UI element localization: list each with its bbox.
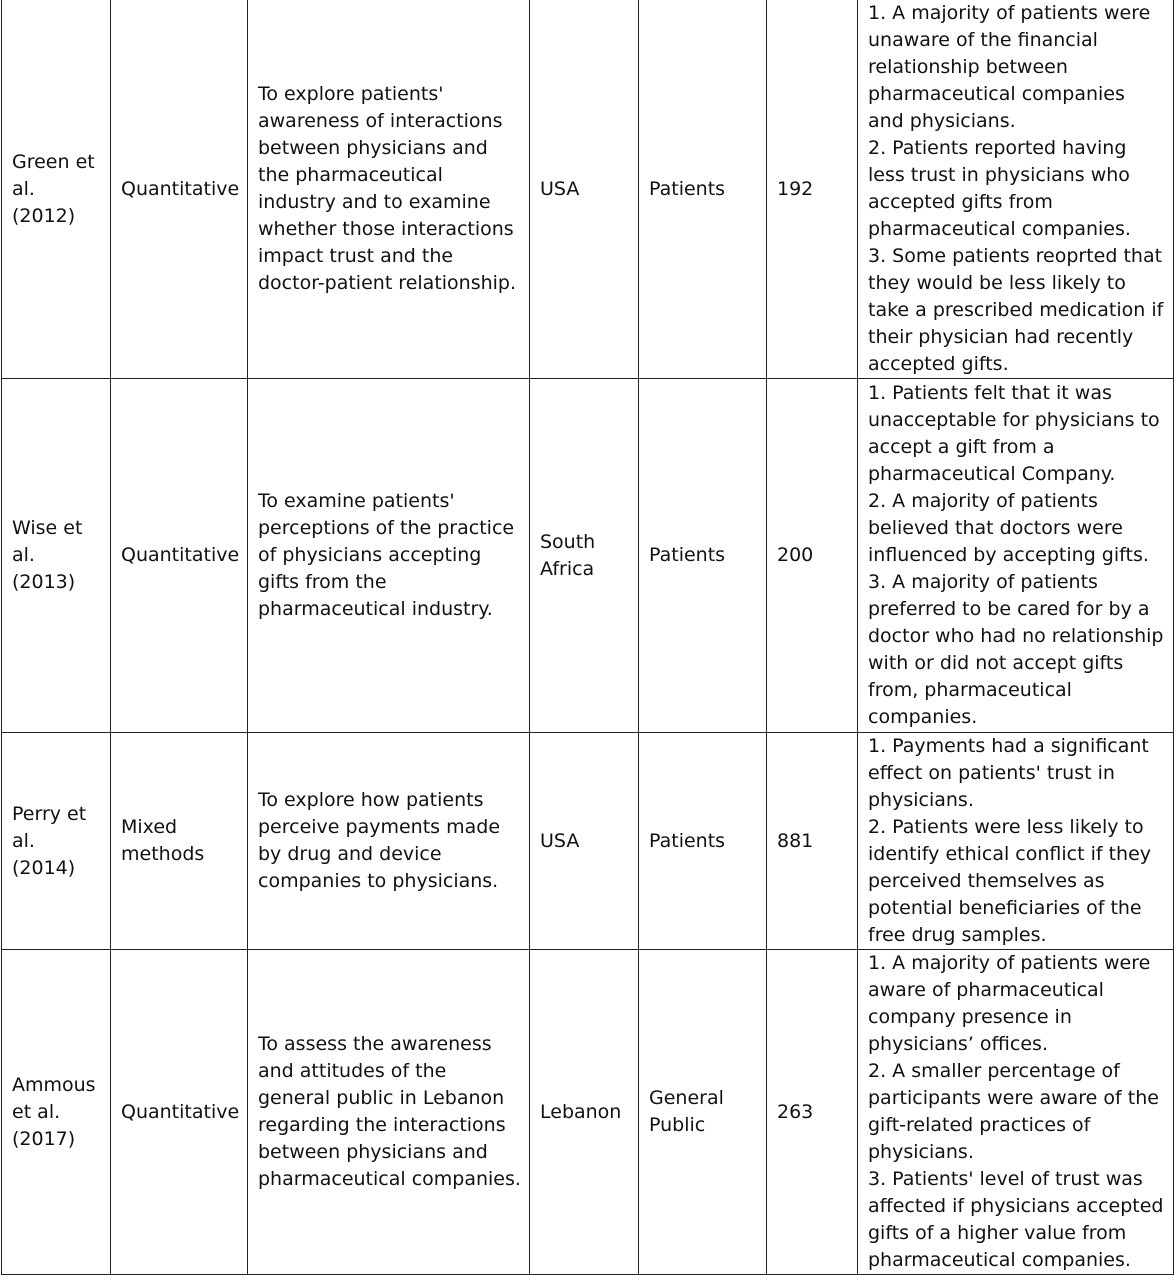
finding-item: 1. A majority of patients were aware of pharmaceutical company presence in physicians’ offices. [868,952,1151,1055]
study-cell: Perry et al. (2014) [2,733,111,950]
finding-item: 1. Patients felt that it was unacceptable for physicians to accept a gift from a pharmaceutical Company. [868,382,1160,485]
findings-cell [858,379,1174,733]
design-cell: Mixed methods [111,733,248,950]
finding-item: 2. Patients were less likely to identify ethical conflict if they perceived themselves as potential beneficiaries of the free drug samples. [868,816,1152,946]
finding-item: 2. Patients reported having less trust in physicians who accepted gifts from pharmaceutical companies. [868,137,1131,240]
table-row [2,733,1174,950]
aim-cell: To explore how patients perceive payments made by drug and device companies to physicians. [248,733,530,950]
findings-cell [858,0,1174,379]
aim-cell: To explore patients' awareness of interactions between physicians and the pharmaceutical industry and to examine whether those interactions impact trust and the doctor-patient relationship. [248,0,530,379]
finding-item: 2. A smaller percentage of participants were aware of the gift-related practices of physicians. [868,1060,1159,1163]
design-cell: Quantitative [111,950,248,1275]
finding-item: 3. Some patients reoprted that they would be less likely to take a prescribed medication if their physician had recently accepted gifts. [868,245,1164,375]
country-cell: USA [530,733,639,950]
sample-cell: 200 [767,379,858,733]
country-cell: Lebanon [530,950,639,1275]
finding-item: 3. Patients' level of trust was affected if physicians accepted gifts of a higher value from pharmaceutical companies. [868,1168,1164,1271]
design-cell: Quantitative [111,0,248,379]
country-cell: South Africa [530,379,639,733]
table-row [2,950,1174,1275]
finding-item: 3. A majority of patients preferred to be cared for by a doctor who had no relationship with or did not accept gifts from, pharmaceutical companies. [868,571,1164,728]
sample-cell: 881 [767,733,858,950]
findings-cell [858,733,1174,950]
findings-cell [858,950,1174,1275]
aim-cell: To assess the awareness and attitudes of the general public in Lebanon regarding the interactions between physicians and pharmaceutical companies. [248,950,530,1275]
population-cell: Patients [639,733,767,950]
population-cell: General Public [639,950,767,1275]
finding-item: 2. A majority of patients believed that doctors were influenced by accepting gifts. [868,490,1149,566]
country-cell: USA [530,0,639,379]
table-row [2,379,1174,733]
aim-cell: To examine patients' perceptions of the practice of physicians accepting gifts from the pharmaceutical industry. [248,379,530,733]
population-cell: Patients [639,379,767,733]
population-cell: Patients [639,0,767,379]
studies-table [1,0,1174,1275]
study-cell: Wise et al. (2013) [2,379,111,733]
sample-cell: 263 [767,950,858,1275]
study-cell: Ammous et al. (2017) [2,950,111,1275]
finding-item: 1. A majority of patients were unaware of the financial relationship between pharmaceutical companies and physicians. [868,2,1151,132]
sample-cell: 192 [767,0,858,379]
study-cell: Green et al. (2012) [2,0,111,379]
design-cell: Quantitative [111,379,248,733]
finding-item: 1. Payments had a significant effect on patients' trust in physicians. [868,735,1149,811]
table-row [2,0,1174,379]
